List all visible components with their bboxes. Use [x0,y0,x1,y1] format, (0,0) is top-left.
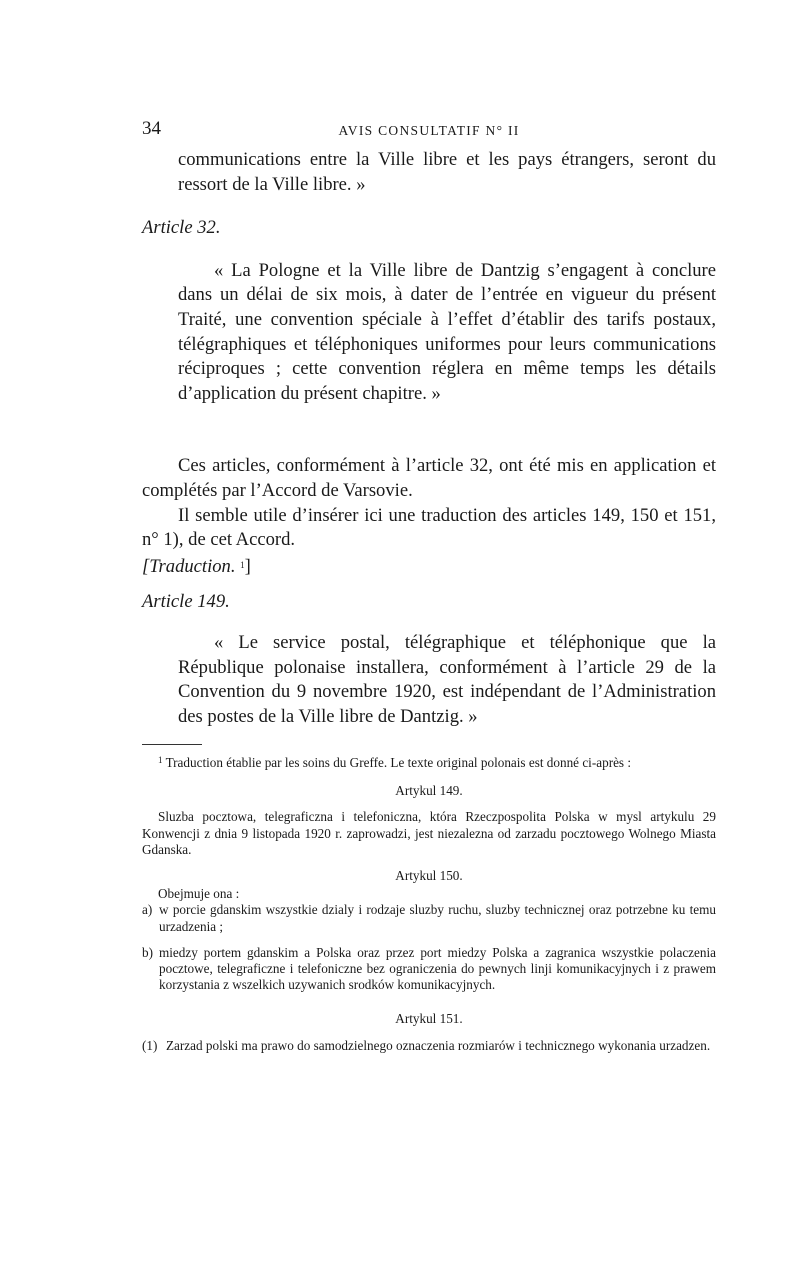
footnote-intro-text: Traduction établie par les soins du Greffe. Le texte original polonais est donné ci-après : [165,755,632,770]
footnote-reference: 1 [240,559,245,570]
artykul-149-text: Sluzba pocztowa, telegraficzna i telefoniczna, która Rzeczpospolita Polska w mysl artykulu 29 Konwencji z dnia 9 listopada 1920 r. zaprowadzi, jest niezalezna od zarzadu pocztowego Wolnego Miasta Gdanska. [142,809,716,857]
article-149-heading: Article 149. [142,591,230,613]
page-number: 34 [142,118,161,139]
article-149-quote: « Le service postal, télégraphique et téléphonique que la République polonaise installera, conformément à l’article 29 de la Convention du 9 novembre 1920, est indépendant de l’Administration des postes de la Ville libre de Dantzig. » [178,631,716,727]
continued-quote: communications entre la Ville libre et les pays étrangers, seront du ressort de la Ville libre. » [178,149,716,195]
footnote-marker: 1 [158,755,163,765]
traduction-note [142,553,716,580]
artykul-151-item-1 [142,1038,716,1054]
footnote [142,752,716,1054]
item-label: a) [142,902,153,918]
running-head: AVIS CONSULTATIF N° II [338,123,520,138]
artykul-150-intro: Obejmuje ona : [158,886,240,902]
footnote-divider [142,744,202,745]
artykul-150-heading: Artykul 150. [395,868,463,884]
item-label: b) [142,944,153,960]
paragraph-accord-varsovie: Ces articles, conformément à l’article 32, ont été mis en application et complétés par l’Accord de Varsovie. [142,455,716,501]
main-text [142,148,716,729]
traduction-label: [Traduction. [142,555,236,577]
page-header [142,120,716,142]
item-text: w porcie gdanskim wszystkie dzialy i rodzaje sluzby ruchu, sluzby technicznej oraz potrzebne ku temu urzadzenia ; [159,902,716,934]
paragraph-traduction-intro: Il semble utile d’insérer ici une traduction des articles 149, 150 et 151, n° 1), de cet Accord. [142,504,716,551]
artykul-150-item-b [142,945,716,994]
article-32-quote: « La Pologne et la Ville libre de Dantzig s’engagent à conclure dans un délai de six mois, à dater de l’entrée en vigueur du présent Traité, une convention spéciale à l’effet d’établir des tarifs postaux, télégraphiques et téléphoniques uniformes pour leurs communications réciproques ; cette convention réglera en même temps les détails d’application du présent chapitre. » [178,259,716,404]
item-text: Zarzad polski ma prawo do samodzielnego oznaczenia rozmiarów i technicznego wykonania urzadzen. [166,1037,711,1053]
traduction-bracket: ] [244,555,251,577]
artykul-150-item-a [142,902,716,934]
artykul-151-heading: Artykul 151. [395,1011,463,1027]
artykul-149-heading: Artykul 149. [395,783,463,799]
item-text: miedzy portem gdanskim a Polska oraz przez port miedzy Polska a zagranica wszystkie polaczenia pocztowe, telegraficzne i telefoniczne bez ograniczenia do pewnych linji komunikacyjnych i z prawem korzystania z wszelkich uzywanich srodków komunikacyjnych. [159,944,716,993]
footnote-intro [142,752,716,771]
article-32-heading: Article 32. [142,217,221,239]
item-label: (1) [142,1037,158,1053]
